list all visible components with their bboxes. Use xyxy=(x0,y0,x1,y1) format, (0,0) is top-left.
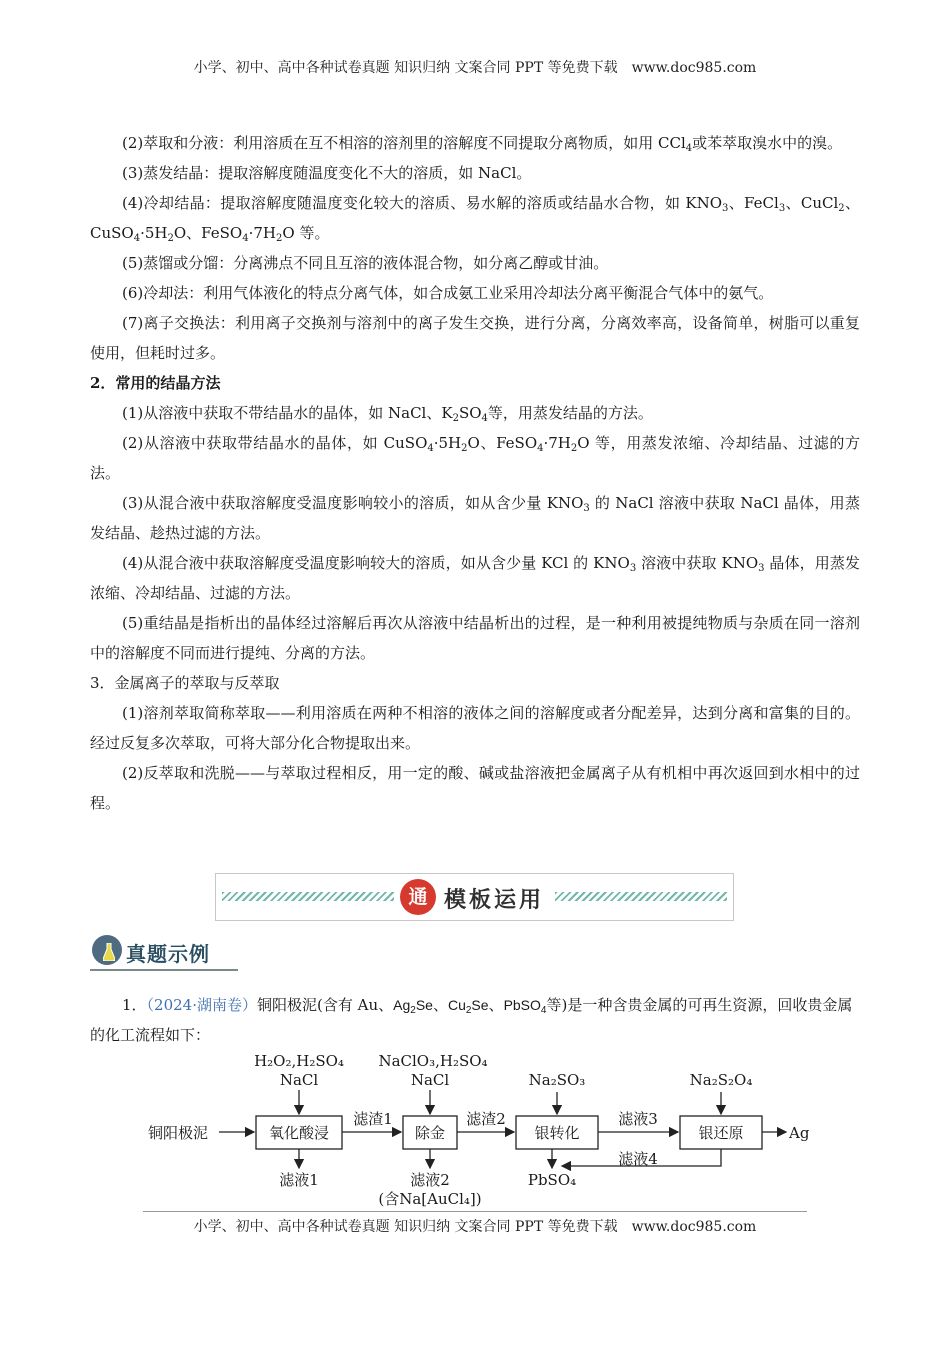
flask-icon xyxy=(92,935,122,965)
banner-hatch-left xyxy=(222,892,394,901)
box-label-3: 银转化 xyxy=(534,1124,580,1142)
box-label-2: 除金 xyxy=(414,1124,446,1142)
flow-input: 铜阳极泥 xyxy=(148,1124,209,1142)
example-tag-title: 真题示例 xyxy=(126,942,210,966)
method-6: (6)冷却法：利用气体液化的特点分离气体，如合成氨工业采用冷却法分离平衡混合气体中的氨气。 xyxy=(122,284,774,302)
box-label-4: 银还原 xyxy=(698,1124,744,1142)
crystal-1: (1)从溶液中获取不带结晶水的晶体，如 NaCl、$K_2SO_4$等，用蒸发结晶的方法。 xyxy=(122,404,653,424)
flow-label-3: 滤液3 xyxy=(618,1110,658,1128)
out-label-1: 滤液1 xyxy=(279,1171,319,1189)
reagent-1-line2: NaCl xyxy=(279,1071,319,1089)
banner-badge-icon: 通 xyxy=(400,879,436,915)
question-stem: 1．（2024·湖南卷）铜阳极泥(含有 Au、$Ag_2Se$、$Cu_2Se$、PbSO$_4$等)是一种含贵金属的可再生资源，回收贵金属的化工流程如下： xyxy=(90,996,853,1044)
reagent-2-line1: NaClO₃,H₂SO₄ xyxy=(378,1052,488,1070)
method-2: (2)萃取和分液：利用溶质在互不相溶的溶剂里的溶解度不同提取分离物质，如用 CCl$_4$或苯萃取溴水中的溴。 xyxy=(122,134,843,154)
out-label-3: PbSO₄ xyxy=(527,1171,577,1189)
box-label-1: 氧化酸浸 xyxy=(268,1124,330,1142)
reagent-1-line1: H₂O₂,H₂SO₄ xyxy=(254,1052,344,1070)
reagent-2-line2: NaCl xyxy=(410,1071,450,1089)
page-header: 小学、初中、高中各种试卷真题 知识归纳 文案合同 PPT 等免费下载 www.doc985.com xyxy=(193,60,757,76)
method-5: (5)蒸馏或分馏：分离沸点不同且互溶的液体混合物，如分离乙醇或甘油。 xyxy=(122,254,609,272)
extraction-1: (1)溶剂萃取简称萃取——利用溶质在两种不相溶的液体之间的溶解度或者分配差异，达到分离和富集的目的。经过反复多次萃取，可将大部分化合物提取出来。 xyxy=(90,704,860,752)
crystal-2: (2)从溶液中获取带结晶水的晶体，如 $CuSO_4\cdot 5H_2O$、$FeSO_4\cdot 7H_2O$ 等，用蒸发浓缩、冷却结晶、过滤的方法。 xyxy=(90,434,860,482)
method-7: (7)离子交换法：利用离子交换剂与溶剂中的离子发生交换，进行分离，分离效率高，设备简单，树脂可以重复使用，但耗时过多。 xyxy=(90,314,860,362)
footer-rule xyxy=(143,1211,807,1212)
flow-label-1: 滤渣1 xyxy=(353,1110,393,1128)
banner-hatch-right xyxy=(555,892,727,901)
method-4: (4)冷却结晶：提取溶解度随温度变化较大的溶质、易水解的溶质或结晶水合物，如 $KNO_3$、FeCl$_3$、CuCl$_2$、$CuSO_4\cdot 5H_2O$、$FeSO_4\cdot 7H_2O$ 等。 xyxy=(90,194,860,244)
out-label-2: 滤液2 xyxy=(410,1171,450,1189)
banner-title: 模板运用 xyxy=(444,887,545,913)
flow-label-4: 滤液4 xyxy=(618,1150,658,1168)
content-body xyxy=(90,128,860,818)
flask-shape xyxy=(103,943,115,961)
flow-product: Ag xyxy=(789,1124,810,1142)
section-3-title: 3．金属离子的萃取与反萃取 xyxy=(90,674,280,692)
template-banner xyxy=(215,873,734,921)
method-3: (3)蒸发结晶：提取溶解度随温度变化不大的溶质，如 NaCl。 xyxy=(122,164,532,182)
out-label-2-note: (含Na[AuCl₄]) xyxy=(378,1190,482,1208)
section-2-title: 2．常用的结晶方法 xyxy=(90,374,221,392)
flow-label-2: 滤渣2 xyxy=(466,1110,506,1128)
page-footer: 小学、初中、高中各种试卷真题 知识归纳 文案合同 PPT 等免费下载 www.doc985.com xyxy=(193,1219,757,1235)
crystal-3: (3)从混合液中获取溶解度受温度影响较小的溶质，如从含少量 $KNO_3$ 的 NaCl 溶液中获取 NaCl 晶体，用蒸发结晶、趁热过滤的方法。 xyxy=(90,494,860,542)
crystal-4: (4)从混合液中获取溶解度受温度影响较大的溶质，如从含少量 KCl 的 $KNO_3$ 溶液中获取 $KNO_3$ 晶体，用蒸发浓缩、冷却结晶、过滤的方法。 xyxy=(90,554,860,602)
question-source: （2024·湖南卷） xyxy=(146,996,257,1014)
process-flowchart xyxy=(0,1040,950,1212)
extraction-2: (2)反萃取和洗脱——与萃取过程相反，用一定的酸、碱或盐溶液把金属离子从有机相中再次返回到水相中的过程。 xyxy=(90,764,860,812)
example-tag xyxy=(90,933,238,971)
reagent-3: Na₂SO₃ xyxy=(528,1071,586,1089)
reagent-4: Na₂S₂O₄ xyxy=(689,1071,753,1089)
crystal-5: (5)重结晶是指析出的晶体经过溶解后再次从溶液中结晶析出的过程，是一种利用被提纯物质与杂质在同一溶剂中的溶解度不同而进行提纯、分离的方法。 xyxy=(90,614,860,662)
